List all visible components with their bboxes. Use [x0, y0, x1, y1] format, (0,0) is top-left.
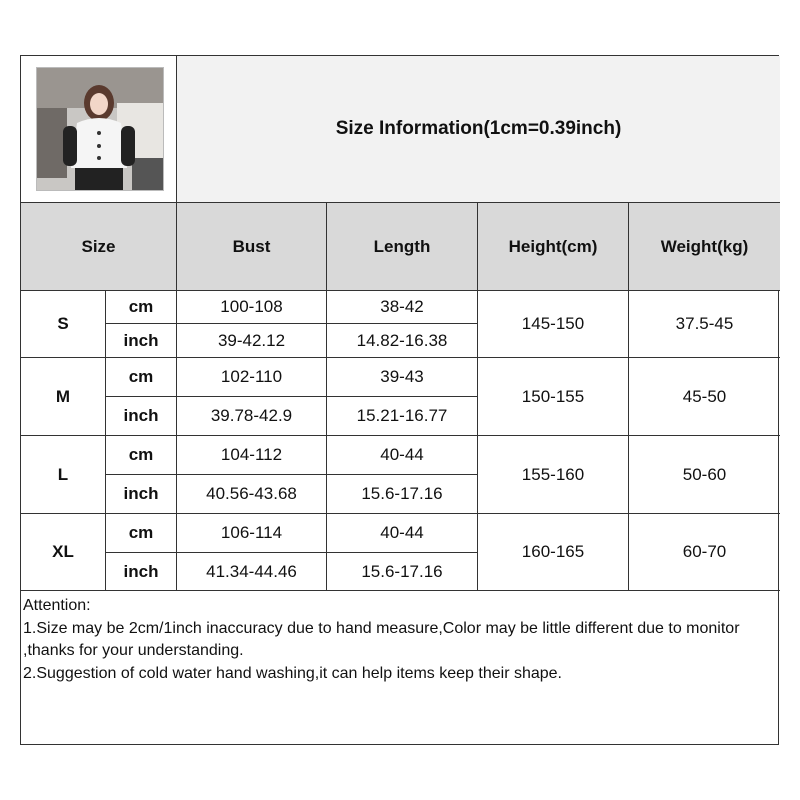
bust-cm-xl — [177, 514, 327, 553]
height-value: 145-150 — [521, 314, 585, 333]
bust-cm-s — [177, 291, 327, 324]
weight-value: 50-60 — [682, 464, 727, 484]
header-size-label: Size — [81, 236, 116, 256]
length-inch-value: 15.21-16.77 — [356, 406, 448, 425]
height-xl — [478, 514, 629, 591]
weight-m — [629, 358, 780, 436]
length-inch-value: 14.82-16.38 — [356, 330, 448, 350]
length-cm-l — [327, 436, 478, 475]
height-m — [478, 358, 629, 436]
length-cm-m — [327, 358, 478, 397]
size-cell-l — [21, 436, 106, 514]
size-label: L — [57, 464, 69, 484]
bust-cm-value: 104-112 — [220, 445, 283, 464]
bust-cm-value: 106-114 — [220, 523, 283, 542]
height-value: 150-155 — [521, 386, 585, 406]
unit-inch-xl — [106, 553, 177, 591]
size-label: XL — [52, 542, 74, 561]
length-inch-s — [327, 324, 478, 358]
bust-cm-value: 102-110 — [220, 367, 283, 386]
bust-inch-value: 41.34-44.46 — [206, 561, 297, 581]
size-label: M — [55, 386, 71, 406]
header-weight — [629, 203, 780, 291]
unit-label: cm — [128, 297, 154, 316]
photo-cell — [21, 56, 177, 203]
unit-cm-xl — [106, 514, 177, 553]
length-inch-m — [327, 397, 478, 436]
weight-value: 45-50 — [682, 386, 727, 406]
unit-label: cm — [128, 367, 154, 386]
bust-cm-m — [177, 358, 327, 397]
size-cell-m — [21, 358, 106, 436]
bust-inch-xl — [177, 553, 327, 591]
notes-line-2: 2.Suggestion of cold water hand washing,it can help items keep their shape. — [23, 664, 562, 682]
bust-inch-s — [177, 324, 327, 358]
unit-cm-l — [106, 436, 177, 475]
attention-notes — [21, 590, 778, 744]
header-height — [478, 203, 629, 291]
page-title: Size Information(1cm=0.39inch) — [335, 118, 622, 139]
header-length — [327, 203, 478, 291]
unit-cm-s — [106, 291, 177, 324]
size-cell-xl — [21, 514, 106, 591]
height-value: 155-160 — [521, 464, 585, 484]
length-cm-value: 40-44 — [380, 523, 424, 542]
unit-label: cm — [128, 523, 154, 542]
notes-heading: Attention: — [23, 597, 91, 614]
bust-cm-value: 100-108 — [220, 297, 283, 316]
weight-value: 60-70 — [682, 542, 727, 561]
height-l — [478, 436, 629, 514]
weight-value: 37.5-45 — [675, 314, 734, 333]
header-bust — [177, 203, 327, 291]
header-weight-label: Weight(kg) — [660, 236, 749, 256]
length-cm-value: 38-42 — [380, 297, 424, 316]
length-inch-xl — [327, 553, 478, 591]
product-photo — [36, 67, 164, 191]
bust-inch-value: 39.78-42.9 — [210, 406, 293, 425]
unit-label: inch — [123, 330, 159, 350]
length-cm-xl — [327, 514, 478, 553]
header-length-label: Length — [373, 236, 431, 256]
length-cm-value: 40-44 — [380, 445, 424, 464]
unit-inch-s — [106, 324, 177, 358]
size-label: S — [57, 314, 69, 333]
length-inch-value: 15.6-17.16 — [361, 561, 443, 581]
header-height-label: Height(cm) — [508, 236, 598, 256]
unit-label: inch — [123, 406, 159, 425]
length-cm-s — [327, 291, 478, 324]
title-cell — [177, 56, 780, 203]
unit-inch-l — [106, 475, 177, 514]
unit-inch-m — [106, 397, 177, 436]
bust-inch-value: 39-42.12 — [217, 330, 286, 350]
height-value: 160-165 — [521, 542, 585, 561]
unit-label: cm — [128, 445, 154, 464]
length-inch-l — [327, 475, 478, 514]
header-size — [21, 203, 177, 291]
bust-inch-value: 40.56-43.68 — [206, 484, 297, 503]
weight-l — [629, 436, 780, 514]
length-cm-value: 39-43 — [380, 367, 424, 386]
notes-line-1: 1.Size may be 2cm/1inch inaccuracy due to hand measure,Color may be little different due to monitor ,thanks for your understanding. — [23, 619, 740, 659]
unit-label: inch — [123, 561, 159, 581]
size-chart — [20, 55, 779, 745]
weight-s — [629, 291, 780, 358]
bust-inch-m — [177, 397, 327, 436]
header-bust-label: Bust — [232, 236, 271, 256]
size-cell-s — [21, 291, 106, 358]
unit-label: inch — [123, 484, 159, 503]
bust-cm-l — [177, 436, 327, 475]
unit-cm-m — [106, 358, 177, 397]
weight-xl — [629, 514, 780, 591]
length-inch-value: 15.6-17.16 — [361, 484, 443, 503]
height-s — [478, 291, 629, 358]
bust-inch-l — [177, 475, 327, 514]
